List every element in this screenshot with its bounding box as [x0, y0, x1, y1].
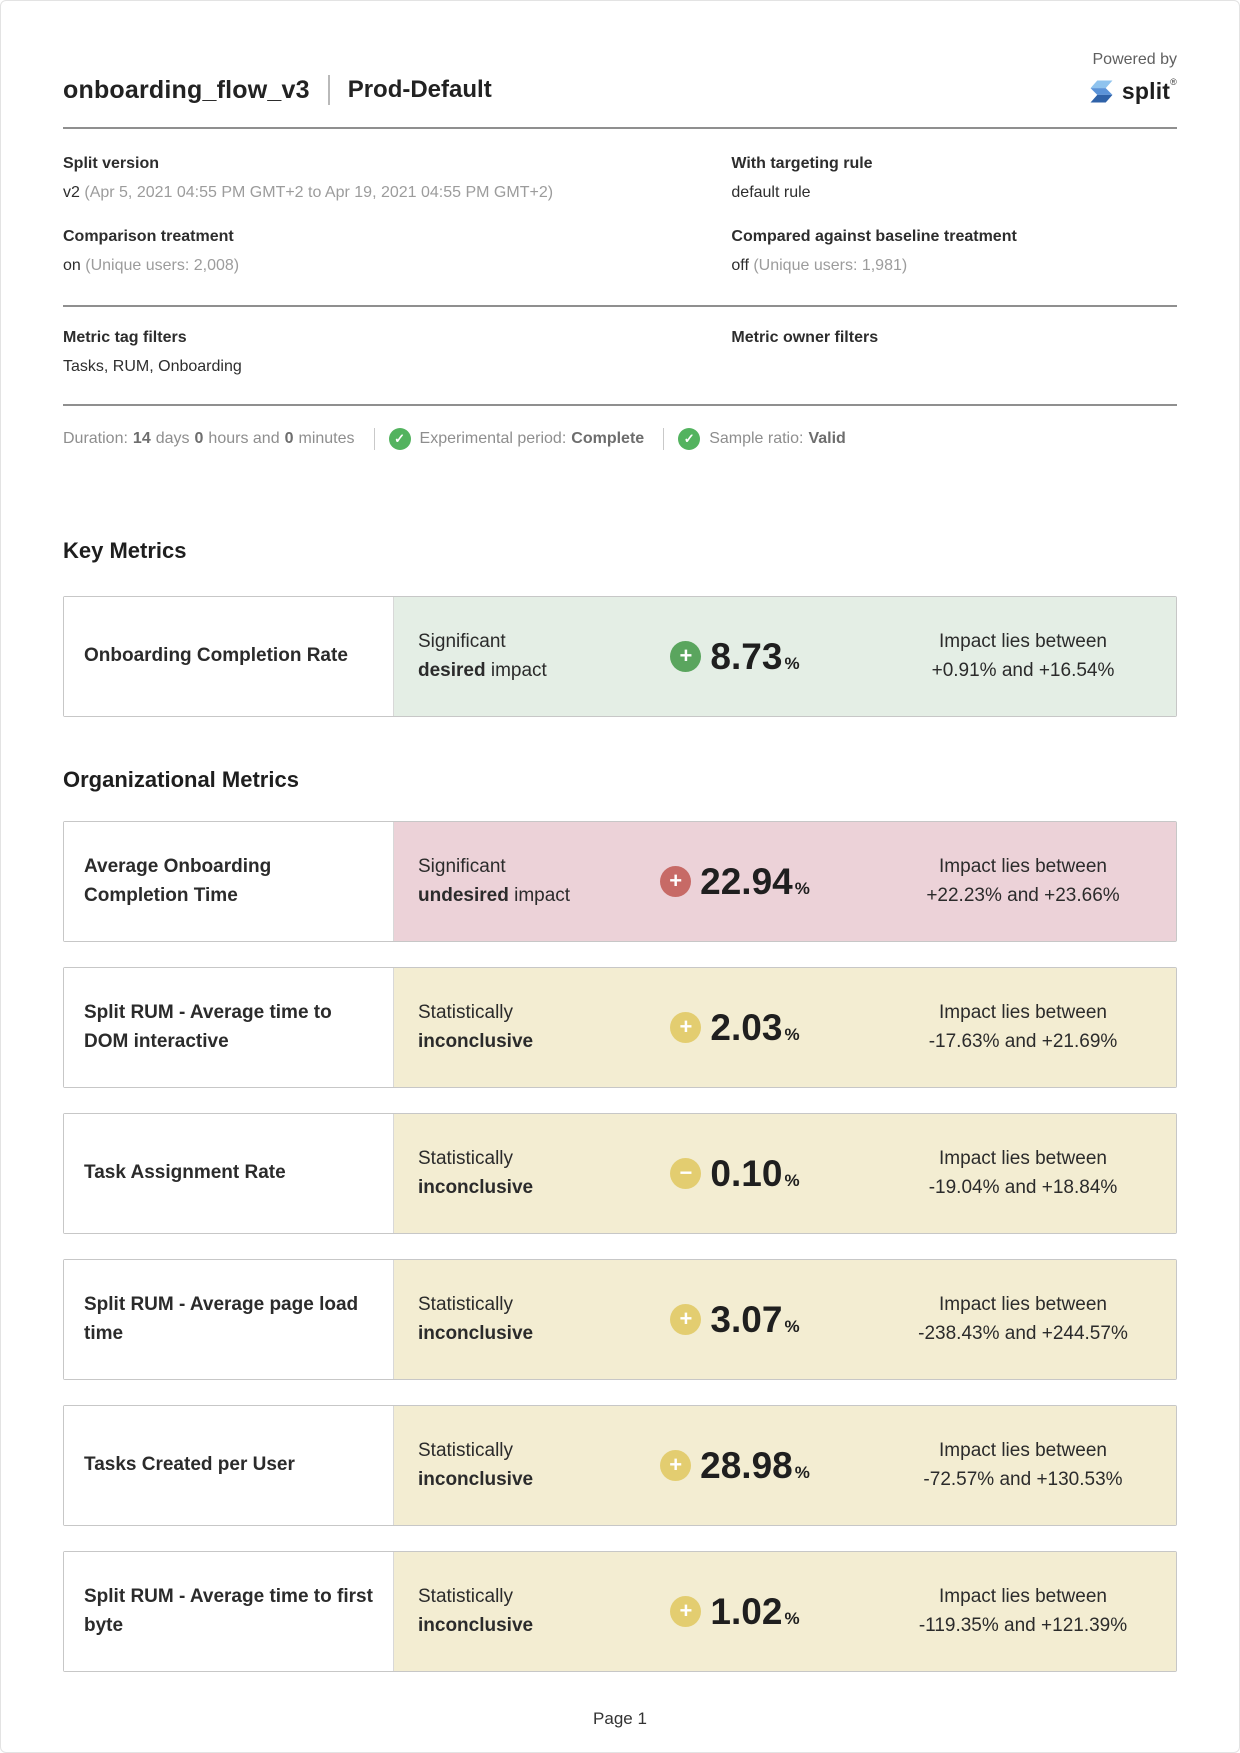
metric-card — [63, 1259, 1177, 1380]
brand-row — [1088, 78, 1177, 105]
status-line1: Statistically — [418, 1148, 514, 1169]
metric-name: Split RUM - Average time to DOM interactive — [64, 968, 394, 1087]
status-line1: Significant — [418, 631, 506, 652]
impact-range — [894, 1583, 1152, 1640]
status-emphasis: inconclusive — [418, 1176, 534, 1198]
status-text — [418, 1437, 626, 1494]
title-divider — [328, 75, 330, 105]
status-emphasis: inconclusive — [418, 1614, 534, 1636]
impact-value-group — [626, 861, 844, 903]
impact-range-intro: Impact lies between — [939, 856, 1107, 877]
metric-result — [394, 822, 1176, 941]
impact-value-group — [626, 1445, 844, 1487]
plus-icon: + — [660, 866, 691, 897]
metric-name: Split RUM - Average time to first byte — [64, 1552, 394, 1671]
impact-range — [894, 628, 1152, 685]
impact-range-values: +0.91% and +16.54% — [931, 659, 1115, 681]
duration-minutes-unit: minutes — [298, 430, 355, 447]
plus-icon: + — [670, 1596, 701, 1627]
metric-owner-filters-field — [731, 329, 1177, 376]
impact-value-group — [626, 636, 844, 678]
split-version-label: Split version — [63, 155, 160, 172]
baseline-treatment-value — [731, 257, 1177, 275]
impact-range-intro: Impact lies between — [939, 631, 1107, 652]
status-text — [418, 628, 626, 685]
metric-name: Tasks Created per User — [64, 1406, 394, 1525]
powered-by-label: Powered by — [1092, 51, 1177, 68]
impact-value — [710, 636, 799, 678]
filters-section — [63, 307, 1177, 376]
percent-sign: % — [784, 1170, 800, 1190]
status-emphasis: undesired — [418, 884, 509, 906]
page-title: onboarding_flow_v3 — [63, 75, 310, 104]
impact-range-values: -17.63% and +21.69% — [928, 1030, 1118, 1052]
plus-icon: + — [670, 641, 701, 672]
status-text — [418, 1145, 626, 1202]
metric-card — [63, 967, 1177, 1088]
impact-range — [894, 999, 1152, 1056]
status-line1: Statistically — [418, 1294, 514, 1315]
metric-tag-filters-label: Metric tag filters — [63, 329, 187, 346]
targeting-rule-field — [731, 155, 1177, 202]
header — [63, 1, 1177, 105]
impact-value — [710, 1591, 799, 1633]
status-emphasis: inconclusive — [418, 1322, 534, 1344]
status-text — [418, 1583, 626, 1640]
impact-value-group — [626, 1007, 844, 1049]
minus-icon: − — [670, 1158, 701, 1189]
experimental-period-label: Experimental period: — [419, 430, 567, 447]
impact-number: 0.10 — [710, 1152, 783, 1194]
comparison-treatment-field — [63, 228, 731, 275]
baseline-treatment-label: Compared against baseline treatment — [731, 228, 1017, 245]
metric-tag-filters-value: Tasks, RUM, Onboarding — [63, 358, 242, 375]
metric-name: Average Onboarding Completion Time — [64, 822, 394, 941]
summary-separator — [663, 428, 664, 450]
organizational-metrics-heading: Organizational Metrics — [63, 767, 299, 792]
status-line2 — [418, 1174, 626, 1203]
environment-name: Prod-Default — [347, 76, 492, 103]
split-version-detail: (Apr 5, 2021 04:55 PM GMT+2 to Apr 19, 2021 04:55 PM GMT+2) — [84, 184, 554, 201]
status-line2 — [418, 1320, 626, 1349]
filters-divider — [63, 404, 1177, 406]
percent-sign: % — [784, 653, 800, 673]
trademark-icon: ® — [1170, 77, 1177, 87]
metric-card — [63, 1551, 1177, 1672]
key-metrics-list — [63, 596, 1177, 717]
metric-result — [394, 1260, 1176, 1379]
duration-hours-unit: hours and — [208, 430, 280, 447]
metric-card — [63, 821, 1177, 942]
impact-range-intro: Impact lies between — [939, 1586, 1107, 1607]
impact-value-group — [626, 1591, 844, 1633]
metric-result — [394, 968, 1176, 1087]
metric-result — [394, 1406, 1176, 1525]
brand-name — [1122, 78, 1177, 105]
check-icon: ✓ — [389, 428, 411, 450]
baseline-treatment-primary: off — [731, 257, 749, 274]
sample-ratio-label: Sample ratio: — [709, 430, 804, 447]
status-line1: Statistically — [418, 1002, 514, 1023]
impact-value-group — [626, 1153, 844, 1195]
status-line2 — [418, 1028, 626, 1057]
key-metrics-heading: Key Metrics — [63, 538, 187, 563]
comparison-treatment-label: Comparison treatment — [63, 228, 234, 245]
impact-number: 8.73 — [710, 635, 783, 677]
impact-range-values: -238.43% and +244.57% — [918, 1322, 1128, 1344]
duration-minutes: 0 — [284, 430, 294, 447]
metric-result — [394, 1114, 1176, 1233]
impact-value — [710, 1007, 799, 1049]
percent-sign: % — [784, 1024, 800, 1044]
check-icon: ✓ — [678, 428, 700, 450]
impact-range — [894, 1291, 1152, 1348]
impact-value-group — [626, 1299, 844, 1341]
targeting-rule-label: With targeting rule — [731, 155, 873, 172]
impact-number: 22.94 — [700, 860, 793, 902]
metric-tag-filters-field — [63, 329, 731, 376]
impact-range-intro: Impact lies between — [939, 1294, 1107, 1315]
percent-sign: % — [784, 1608, 800, 1628]
plus-icon: + — [660, 1450, 691, 1481]
metric-card — [63, 1405, 1177, 1526]
metric-result — [394, 597, 1176, 716]
experimental-period-value: Complete — [571, 430, 645, 447]
impact-range — [894, 853, 1152, 910]
metric-card — [63, 1113, 1177, 1234]
comparison-treatment-primary: on — [63, 257, 81, 274]
status-text — [418, 853, 626, 910]
duration-days: 14 — [132, 430, 151, 447]
percent-sign: % — [784, 1316, 800, 1336]
baseline-treatment-field — [731, 228, 1177, 275]
status-text — [418, 999, 626, 1056]
comparison-treatment-detail: (Unique users: 2,008) — [85, 257, 240, 274]
split-logo-icon — [1088, 78, 1115, 105]
metric-result — [394, 1552, 1176, 1671]
page-number: Page 1 — [593, 1709, 647, 1728]
metric-card — [63, 596, 1177, 717]
split-version-value — [63, 184, 731, 202]
impact-range-values: +22.23% and +23.66% — [926, 884, 1120, 906]
percent-sign: % — [794, 878, 810, 898]
impact-number: 2.03 — [710, 1006, 783, 1048]
status-emphasis: inconclusive — [418, 1030, 534, 1052]
impact-number: 1.02 — [710, 1590, 783, 1632]
plus-icon: + — [670, 1012, 701, 1043]
duration-days-unit: days — [155, 430, 190, 447]
status-emphasis: desired — [418, 659, 486, 681]
status-emphasis: inconclusive — [418, 1468, 534, 1490]
status-line1: Significant — [418, 856, 506, 877]
impact-range-intro: Impact lies between — [939, 1440, 1107, 1461]
plus-icon: + — [670, 1304, 701, 1335]
status-line2 — [418, 882, 626, 911]
targeting-rule-value: default rule — [731, 184, 811, 201]
percent-sign: % — [794, 1462, 810, 1482]
impact-range-values: -72.57% and +130.53% — [923, 1468, 1123, 1490]
metric-name: Split RUM - Average page load time — [64, 1260, 394, 1379]
impact-range-intro: Impact lies between — [939, 1148, 1107, 1169]
split-version-primary: v2 — [63, 184, 80, 201]
organizational-metrics-list — [63, 821, 1177, 1672]
impact-value — [700, 861, 810, 903]
impact-range-values: -19.04% and +18.84% — [928, 1176, 1118, 1198]
status-text — [418, 1291, 626, 1348]
metric-name: Task Assignment Rate — [64, 1114, 394, 1233]
baseline-treatment-detail: (Unique users: 1,981) — [753, 257, 908, 274]
status-line2 — [418, 657, 626, 686]
status-rest: impact — [485, 659, 547, 681]
status-line1: Statistically — [418, 1586, 514, 1607]
impact-range-intro: Impact lies between — [939, 1002, 1107, 1023]
experiment-summary-bar — [63, 428, 1177, 450]
sample-ratio-value: Valid — [808, 430, 846, 447]
impact-range-values: -119.35% and +121.39% — [918, 1614, 1128, 1636]
impact-number: 3.07 — [710, 1298, 783, 1340]
summary-separator — [374, 428, 375, 450]
metric-owner-filters-label: Metric owner filters — [731, 329, 879, 346]
status-rest: impact — [508, 884, 571, 906]
status-line2 — [418, 1612, 626, 1641]
metric-name: Onboarding Completion Rate — [64, 597, 394, 716]
split-version-field — [63, 155, 731, 202]
status-line2 — [418, 1466, 626, 1495]
duration-label: Duration: — [63, 430, 128, 447]
duration-hours: 0 — [194, 430, 204, 447]
impact-value — [710, 1299, 799, 1341]
impact-value — [700, 1445, 810, 1487]
impact-range — [894, 1145, 1152, 1202]
impact-number: 28.98 — [700, 1444, 793, 1486]
brand-block — [1088, 51, 1177, 105]
brand-text: split — [1121, 78, 1171, 104]
impact-value — [710, 1153, 799, 1195]
title-row — [63, 75, 492, 105]
impact-range — [894, 1437, 1152, 1494]
meta-section — [63, 129, 1177, 275]
status-line1: Statistically — [418, 1440, 514, 1461]
comparison-treatment-value — [63, 257, 731, 275]
